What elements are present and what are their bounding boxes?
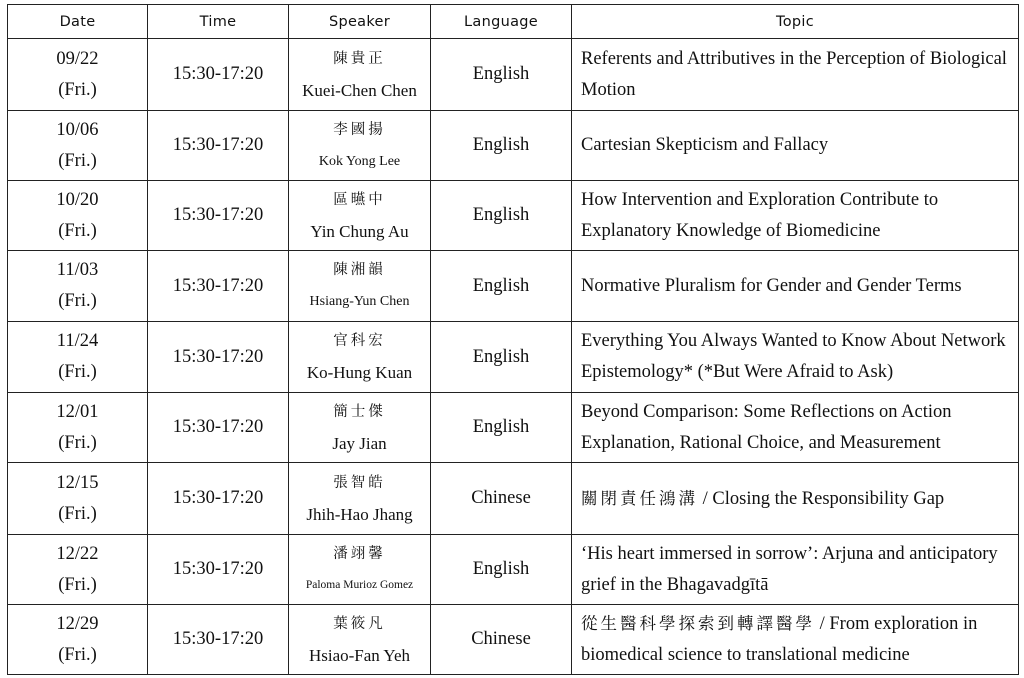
speaker-cell [289, 181, 431, 251]
speaker-name-en: Jhih-Hao Jhang [306, 504, 413, 524]
language-cell: English [431, 535, 572, 605]
topic-cell [572, 463, 1019, 535]
speaker-cell [289, 463, 431, 535]
language-cell: Chinese [431, 605, 572, 675]
language-cell: English [431, 39, 572, 111]
table-row [8, 181, 1019, 251]
time-cell: 15:30-17:20 [148, 463, 289, 535]
topic-cell [572, 251, 1019, 322]
weekday: (Fri.) [58, 220, 97, 241]
weekday: (Fri.) [58, 79, 97, 100]
speaker-cell [289, 322, 431, 393]
topic-cell [572, 605, 1019, 675]
table-row [8, 605, 1019, 675]
topic-en: / Closing the Responsibility Gap [698, 488, 945, 509]
topic-cell [572, 322, 1019, 393]
date: 09/22 [56, 48, 99, 69]
speaker-name-zh: 葉筱凡 [333, 615, 386, 632]
topic-en: Cartesian Skepticism and Fallacy [581, 135, 829, 155]
speaker-cell [289, 111, 431, 181]
time-cell: 15:30-17:20 [148, 322, 289, 393]
time-cell: 15:30-17:20 [148, 111, 289, 181]
topic-en: How Intervention and Exploration Contribute to Explanatory Knowledge of Biomedicine [581, 189, 939, 241]
time-cell: 15:30-17:20 [148, 39, 289, 111]
time-cell: 15:30-17:20 [148, 535, 289, 605]
speaker-cell [289, 39, 431, 111]
date-cell [8, 251, 148, 322]
speaker-name-en: Hsiao-Fan Yeh [308, 645, 411, 665]
language-cell: English [431, 251, 572, 322]
topic-zh: 從生醫科學探索到轉譯醫學 [581, 614, 815, 633]
language-cell: Chinese [431, 463, 572, 535]
topic-en: Normative Pluralism for Gender and Gender Terms [581, 275, 962, 296]
weekday: (Fri.) [58, 291, 97, 311]
table-row [8, 535, 1019, 605]
time-cell: 15:30-17:20 [148, 605, 289, 675]
speaker-cell [289, 605, 431, 675]
speaker-name-en: Jay Jian [332, 433, 387, 453]
date-cell [8, 39, 148, 111]
topic-en: Referents and Attributives in the Perception of Biological Motion [581, 48, 1007, 100]
speaker-name-zh: 簡士傑 [333, 403, 386, 420]
date-cell [8, 463, 148, 535]
date: 10/06 [56, 119, 99, 140]
topic-cell [572, 535, 1019, 605]
topic-en: Everything You Always Wanted to Know About Network Epistemology* (*But Were Afraid to Ask) [581, 331, 1006, 382]
speaker-name-en: Hsiang-Yun Chen [309, 294, 410, 309]
weekday: (Fri.) [58, 574, 97, 595]
speaker-cell [289, 393, 431, 463]
date: 11/03 [56, 260, 99, 280]
table-row [8, 39, 1019, 111]
table-row [8, 111, 1019, 181]
language-cell: English [431, 393, 572, 463]
table-row [8, 251, 1019, 322]
topic-cell [572, 181, 1019, 251]
header-topic: Topic [572, 5, 1019, 39]
date: 12/29 [56, 613, 99, 634]
speaker-name-en: Paloma Murioz Gomez [305, 578, 414, 591]
table-row [8, 463, 1019, 535]
time-cell: 15:30-17:20 [148, 251, 289, 322]
table-row [8, 322, 1019, 393]
date: 10/20 [56, 189, 99, 210]
speaker-name-zh: 李國揚 [333, 121, 386, 138]
language-cell: English [431, 111, 572, 181]
schedule-table [7, 4, 1019, 675]
topic-cell [572, 39, 1019, 111]
date-cell [8, 535, 148, 605]
date-cell [8, 181, 148, 251]
weekday: (Fri.) [58, 150, 97, 171]
speaker-cell [289, 251, 431, 322]
speaker-name-en: Kok Yong Lee [318, 153, 401, 169]
topic-en: Beyond Comparison: Some Reflections on Action Explanation, Rational Choice, and Measurement [581, 401, 952, 453]
topic-zh: 關閉責任鴻溝 [581, 488, 698, 508]
speaker-name-en: Kuei-Chen Chen [302, 80, 417, 100]
topic-en: / From exploration in biomedical science to translational medicine [581, 614, 978, 665]
date-cell [8, 605, 148, 675]
topic-en: ‘His heart immersed in sorrow’: Arjuna and anticipatory grief in the Bhagavadgītā [581, 543, 998, 595]
weekday: (Fri.) [58, 503, 97, 524]
speaker-name-zh: 潘翊馨 [333, 545, 386, 562]
speaker-name-zh: 陳貴正 [333, 50, 386, 67]
header-row [8, 5, 1019, 39]
date: 11/24 [56, 331, 99, 351]
date-cell [8, 111, 148, 181]
weekday: (Fri.) [58, 362, 97, 382]
speaker-name-zh: 官科宏 [333, 333, 386, 349]
header-language: Language [431, 5, 572, 39]
date: 12/22 [56, 543, 99, 564]
header-date: Date [8, 5, 148, 39]
header-speaker: Speaker [289, 5, 431, 39]
weekday: (Fri.) [58, 432, 97, 453]
topic-cell [572, 111, 1019, 181]
speaker-name-zh: 區曣中 [333, 191, 386, 208]
speaker-name-zh: 陳湘韻 [333, 262, 386, 278]
table-row [8, 393, 1019, 463]
date: 12/01 [56, 401, 99, 422]
speaker-name-zh: 張智皓 [333, 474, 386, 491]
speaker-name-en: Yin Chung Au [310, 221, 409, 241]
weekday: (Fri.) [58, 644, 97, 665]
topic-cell [572, 393, 1019, 463]
date-cell [8, 322, 148, 393]
language-cell: English [431, 322, 572, 393]
speaker-cell [289, 535, 431, 605]
date-cell [8, 393, 148, 463]
language-cell: English [431, 181, 572, 251]
time-cell: 15:30-17:20 [148, 393, 289, 463]
time-cell: 15:30-17:20 [148, 181, 289, 251]
date: 12/15 [56, 472, 99, 493]
speaker-name-en: Ko-Hung Kuan [306, 363, 413, 382]
header-time: Time [148, 5, 289, 39]
